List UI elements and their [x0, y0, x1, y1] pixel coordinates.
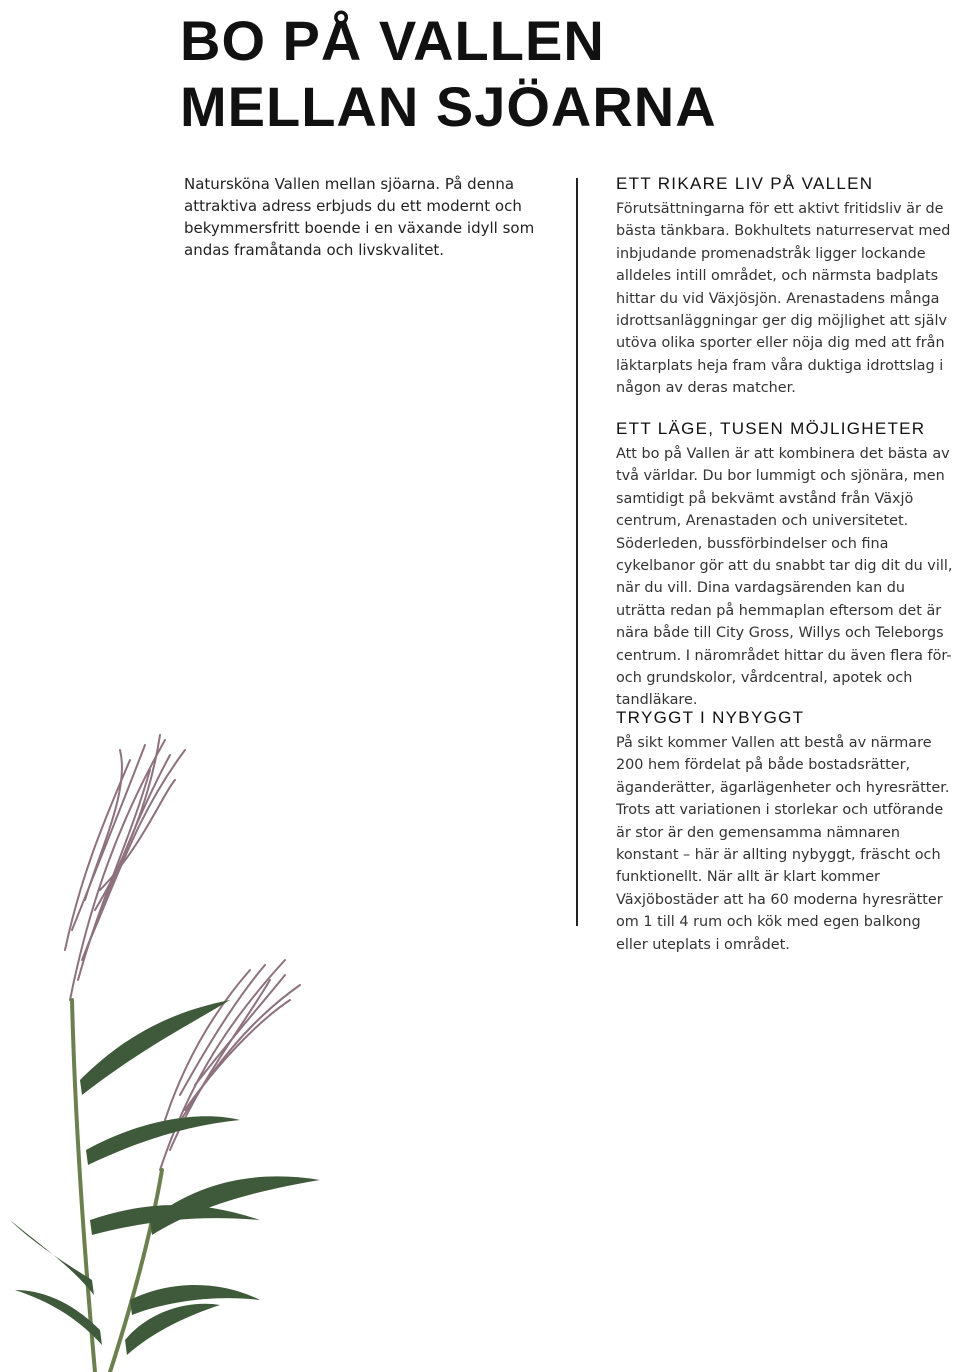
- page-title: [180, 8, 717, 140]
- section-rikare-liv: [616, 173, 956, 400]
- section-body: Förutsättningarna för ett aktivt fritidsliv är de bästa tänkbara. Bokhultets naturreservat med inbjudande promenadstråk ligger lockande alldeles intill området, och närmsta badplats hittar du vid Växjösjön. Arenastadens många idrottsanläggningar ger dig möjlighet att själv utöva olika sporter eller nöja dig med att från läktarplats heja fram våra duktiga idrottslag i någon av deras matcher.: [616, 201, 951, 397]
- reed-leaves: [10, 1000, 320, 1355]
- section-lage: [616, 418, 956, 712]
- section-body: På sikt kommer Vallen att bestå av närmare 200 hem fördelat på både bostadsrätter, äganderätter, ägarlägenheter och hyresrätter. Trots att variationen i storlekar och utförande är stor är den gemensamma nämnaren konstant – här är allting nybyggt, fräscht och funktionellt. När allt är klart kommer Växjöbostäder att ha 60 moderna hyresrätter om 1 till 4 rum och kök med egen balkong eller uteplats i området.: [616, 735, 950, 953]
- section-tryggt: [616, 707, 956, 956]
- intro-text: Natursköna Vallen mellan sjöarna. På denna attraktiva adress erbjuds du ett modernt och bekymmersfritt boende i en växande idyll som andas framåtanda och livskvalitet.: [184, 175, 535, 259]
- section-heading: ETT LÄGE, TUSEN MÖJLIGHETER: [616, 419, 926, 438]
- title-line-2: MELLAN SJÖARNA: [180, 75, 717, 138]
- section-heading: TRYGGT I NYBYGGT: [616, 708, 805, 727]
- title-line-1: BO PÅ VALLEN: [180, 9, 605, 72]
- section-body: Att bo på Vallen är att kombinera det bästa av två världar. Du bor lummigt och sjönära, men samtidigt på bekvämt avstånd från Växjö centrum, Arenastaden och universitetet. Söderleden, bussförbindelser och fina cykelbanor gör att du snabbt tar dig dit du vill, när du vill. Dina vardagsärenden kan du uträtta redan på hemmaplan eftersom det är nära både till City Gross, Willys och Teleborgs centrum. I närområdet hittar du även flera för- och grundskolor, vårdcentral, apotek och tandläkare.: [616, 446, 953, 709]
- reed-plume-1: [65, 735, 185, 1000]
- section-heading: ETT RIKARE LIV PÅ VALLEN: [616, 174, 874, 193]
- vertical-divider: [576, 178, 578, 926]
- reed-plume-2: [160, 960, 300, 1170]
- reed-plant-image: [0, 700, 420, 1372]
